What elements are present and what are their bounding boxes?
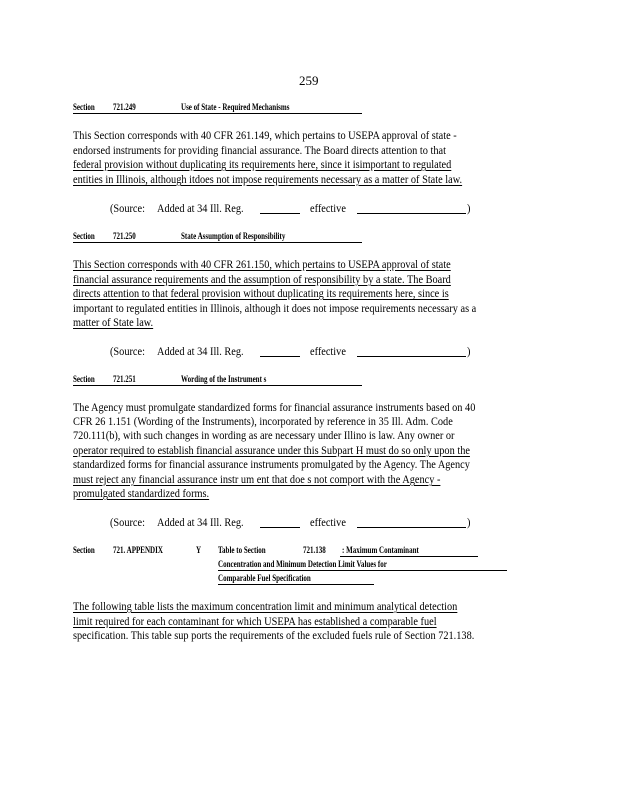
page-number: 259: [299, 73, 319, 88]
appendix-section-ref: 721.138: [303, 545, 326, 555]
source-added: Added at 34 Ill. Reg.: [157, 515, 244, 529]
body-line: The following table lists the maximum concentration limit and minimum analytical detection: [73, 599, 458, 613]
section-heading-title: Wording of the Instrument s: [181, 374, 267, 384]
effective-date-blank: [357, 527, 466, 528]
section-heading-title: Use of State - Required Mechanisms: [181, 102, 290, 112]
body-line: standardized forms for financial assurance instruments promulgated by the Agency. The Agency: [73, 457, 470, 471]
source-label: (Source:: [110, 344, 145, 358]
section-heading-label: Section: [73, 231, 95, 241]
body-line: financial assurance requirements and the assumption of responsibility by a state. The Board: [73, 272, 451, 286]
heading-rule: [73, 242, 362, 243]
effective-date-blank: [357, 356, 466, 357]
body-line: important to regulated entities in Illinois, although it does not impose requirements necessary as a: [73, 301, 477, 315]
body-line: This Section corresponds with 40 CFR 261.150, which pertains to USEPA approval of state: [73, 257, 451, 271]
source-effective: effective: [310, 201, 346, 215]
appendix-title: Comparable Fuel Specification: [218, 573, 311, 583]
appendix-title: Concentration and Minimum Detection Limit Values for: [218, 559, 387, 569]
body-line: entities in Illinois, although itdoes not impose requirements necessary as a matter of State law.: [73, 172, 463, 186]
register-blank: [260, 356, 300, 357]
body-line: directs attention to that federal provision without duplicating its requirements here, since is: [73, 286, 449, 300]
source-label: (Source:: [110, 515, 145, 529]
source-added: Added at 34 Ill. Reg.: [157, 344, 244, 358]
body-line: promulgated standardized forms.: [73, 486, 210, 500]
body-line: endorsed instruments for providing financial assurance. The Board directs attention to that: [73, 143, 446, 157]
source-label: (Source:: [110, 201, 145, 215]
appendix-number: 721. APPENDIX: [113, 545, 163, 555]
body-line: must reject any financial assurance instr um ent that doe s not comport with the Agency -: [73, 472, 441, 486]
appendix-title-rule: [218, 570, 507, 571]
body-line: limit required for each contaminant for which USEPA has established a comparable fuel: [73, 614, 437, 628]
appendix-title-rule: [218, 584, 374, 585]
heading-rule: [73, 113, 362, 114]
section-heading-title: State Assumption of Responsibility: [181, 231, 286, 241]
body-line: matter of State law.: [73, 315, 154, 329]
appendix-table-ref: Table to Section: [218, 545, 266, 555]
body-line: operator required to establish financial assurance under this Subpart H must do so only upon the: [73, 443, 470, 457]
section-heading-number: 721.249: [113, 102, 136, 112]
source-close: ): [467, 515, 471, 529]
section-heading-label: Section: [73, 102, 95, 112]
source-close: ): [467, 344, 471, 358]
appendix-label: Section: [73, 545, 95, 555]
section-heading-number: 721.251: [113, 374, 136, 384]
effective-date-blank: [357, 213, 466, 214]
source-effective: effective: [310, 344, 346, 358]
section-heading-number: 721.250: [113, 231, 136, 241]
source-added: Added at 34 Ill. Reg.: [157, 201, 244, 215]
source-effective: effective: [310, 515, 346, 529]
heading-rule: [73, 385, 362, 386]
body-line: 720.111(b), with such changes in wording as are necessary under Illino is law. Any owner or: [73, 428, 455, 442]
source-close: ): [467, 201, 471, 215]
register-blank: [260, 527, 300, 528]
body-line: The Agency must promulgate standardized forms for financial assurance instruments based on 40: [73, 400, 476, 414]
register-blank: [260, 213, 300, 214]
appendix-title: : Maximum Contaminant: [342, 545, 419, 555]
appendix-letter: Y: [196, 545, 202, 555]
body-line: specification. This table sup ports the requirements of the excluded fuels rule of Section 721.138.: [73, 628, 475, 642]
body-line: This Section corresponds with 40 CFR 261.149, which pertains to USEPA approval of state -: [73, 128, 457, 142]
body-line: CFR 26 1.151 (Wording of the Instruments), incorporated by reference in 35 Ill. Adm. Code: [73, 414, 453, 428]
appendix-title-rule: [340, 556, 478, 557]
section-heading-label: Section: [73, 374, 95, 384]
body-line: federal provision without duplicating its requirements here, since it isimportant to regulated: [73, 157, 452, 171]
